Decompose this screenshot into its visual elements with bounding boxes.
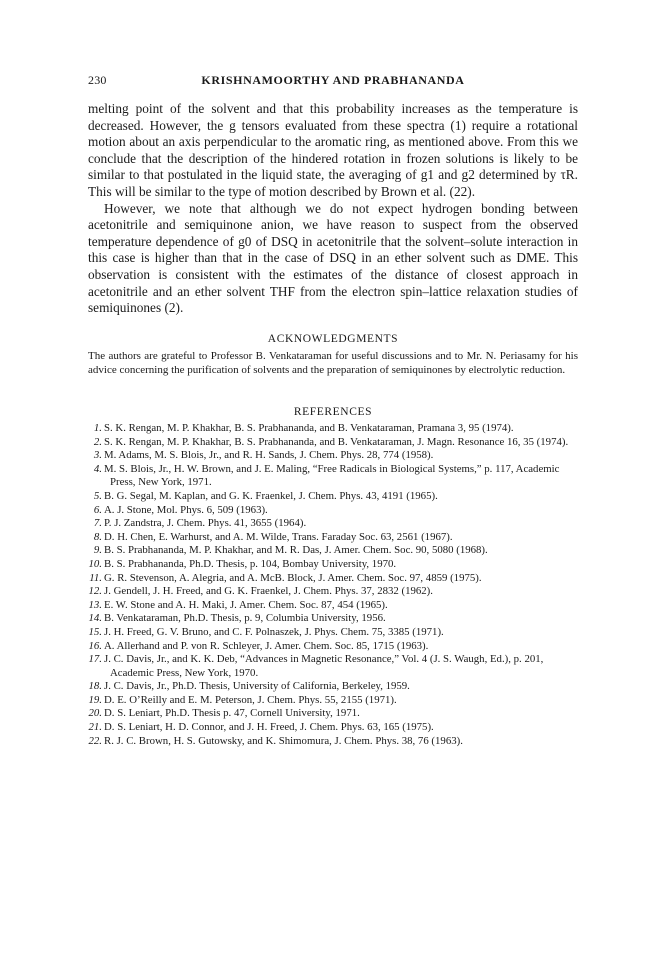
reference-text: S. K. Rengan, M. P. Khakhar, B. S. Prabhananda, and B. Venkataraman, J. Magn. Resonance 16, 35 (1974). [104,435,569,448]
reference-item [88,517,578,531]
reference-text: E. W. Stone and A. H. Maki, J. Amer. Chem. Soc. 87, 454 (1965). [104,598,388,611]
reference-text: D. E. O’Reilly and E. M. Peterson, J. Chem. Phys. 55, 2155 (1971). [104,693,397,706]
page-number: 230 [88,73,107,87]
reference-text: J. H. Freed, G. V. Bruno, and C. F. Polnaszek, J. Phys. Chem. 75, 3385 (1971). [104,625,444,638]
reference-text: J. C. Davis, Jr., Ph.D. Thesis, University of California, Berkeley, 1959. [104,680,410,693]
reference-item [88,599,578,613]
reference-text: A. Allerhand and P. von R. Schleyer, J. Amer. Chem. Soc. 85, 1715 (1963). [104,639,429,652]
reference-number: 20. [88,707,102,720]
reference-number: 12. [88,585,102,598]
reference-item [88,558,578,572]
reference-number: 2. [93,435,102,448]
reference-number: 1. [93,422,102,434]
reference-number: 15. [88,625,102,638]
references-list [88,422,578,748]
reference-number: 18. [88,680,102,693]
reference-item [88,735,578,749]
reference-item [88,707,578,721]
reference-number: 14. [88,612,102,625]
reference-item [88,544,578,558]
body-text [88,101,578,317]
reference-item [88,422,578,436]
reference-text: P. J. Zandstra, J. Chem. Phys. 41, 3655 (1964). [104,517,307,530]
acknowledgments-text: The authors are grateful to Professor B. Venkataraman for useful discussions and to Mr. N. Periasamy for his advice concerning the purification of solvents and the preparation of semiquinones by electrolytic reduction. [88,350,578,376]
reference-item [88,463,578,490]
acknowledgments-heading: ACKNOWLEDGMENTS [267,333,399,345]
reference-number: 17. [88,653,102,666]
reference-number: 3. [93,449,102,462]
reference-number: 6. [93,503,102,516]
reference-number: 8. [93,530,102,543]
reference-item [88,653,578,680]
reference-text: B. G. Segal, M. Kaplan, and G. K. Fraenkel, J. Chem. Phys. 43, 4191 (1965). [104,489,438,502]
reference-item [88,626,578,640]
reference-number: 21. [88,721,102,734]
reference-text: A. J. Stone, Mol. Phys. 6, 509 (1963). [104,503,268,516]
reference-item [88,449,578,463]
reference-item [88,572,578,586]
reference-number: 11. [89,571,102,584]
reference-text: J. C. Davis, Jr., and K. K. Deb, “Advances in Magnetic Resonance,” Vol. 4 (J. S. Waugh, Ed.), p. 201, Academic Press, New York, 1970. [104,653,544,679]
reference-number: 19. [88,693,102,706]
reference-text: D. S. Leniart, Ph.D. Thesis p. 47, Cornell University, 1971. [104,707,360,720]
reference-text: B. S. Prabhananda, M. P. Khakhar, and M. R. Das, J. Amer. Chem. Soc. 90, 5080 (1968). [104,544,488,557]
reference-number: 10. [88,557,102,570]
body-paragraph: However, we note that although we do not expect hydrogen bonding between acetonitrile and semiquinone anion, we have reason to suspect from the observed temperature dependence of g0 of DSQ in acetonitrile that the solvent–solute interaction in this case is higher than that in the case of DSQ in an ether solvent such as DME. This observation is consistent with the estimates of the distance of closest approach in acetonitrile and an ether solvent THF from the electron spin–lattice relaxation studies of semiquinones (2). [88,200,578,316]
reference-item [88,504,578,518]
reference-number: 7. [93,517,102,530]
reference-number: 9. [93,544,102,557]
reference-text: D. H. Chen, E. Warhurst, and A. M. Wilde, Trans. Faraday Soc. 63, 2561 (1967). [104,530,453,543]
reference-item [88,640,578,654]
reference-text: B. Venkataraman, Ph.D. Thesis, p. 9, Columbia University, 1956. [104,612,386,625]
body-paragraph: melting point of the solvent and that this probability increases as the temperature is decreased. However, the g tensors evaluated from these spectra (1) require a rotational motion about an axis perpendicular to the aromatic ring, as mentioned above. From this we conclude that the description of the hindered rotation in frozen solutions is likely to be similar to that postulated in the liquid state, the averaging of g1 and g2 determined by τR. This will be similar to the type of motion described by Brown et al. (22). [88,101,578,199]
reference-text: R. J. C. Brown, H. S. Gutowsky, and K. Shimomura, J. Chem. Phys. 38, 76 (1963). [104,734,463,747]
reference-item [88,436,578,450]
reference-text: D. S. Leniart, H. D. Connor, and J. H. Freed, J. Chem. Phys. 63, 165 (1975). [104,721,434,734]
reference-number: 22. [88,734,102,747]
reference-item [88,585,578,599]
reference-text: S. K. Rengan, M. P. Khakhar, B. S. Prabhananda, and B. Venkataraman, Pramana 3, 95 (1974). [104,422,514,434]
reference-number: 4. [93,462,102,475]
reference-text: M. S. Blois, Jr., H. W. Brown, and J. E. Maling, “Free Radicals in Biological Systems,” p. 117, Academic Press, New York, 1971. [104,462,560,489]
reference-text: J. Gendell, J. H. Freed, and G. K. Fraenkel, J. Chem. Phys. 37, 2832 (1962). [104,585,433,598]
reference-text: G. R. Stevenson, A. Alegria, and A. McB. Block, J. Amer. Chem. Soc. 97, 4859 (1975). [104,571,482,584]
reference-number: 16. [88,639,102,652]
running-head [88,73,578,91]
reference-item [88,721,578,735]
reference-item [88,490,578,504]
reference-text: B. S. Prabhananda, Ph.D. Thesis, p. 104, Bombay University, 1970. [104,557,397,570]
reference-number: 13. [88,598,102,611]
reference-item [88,680,578,694]
reference-text: M. Adams, M. S. Blois, Jr., and R. H. Sands, J. Chem. Phys. 28, 774 (1958). [104,449,434,462]
references-heading: REFERENCES [293,406,373,418]
reference-item [88,531,578,545]
reference-item [88,694,578,708]
running-title: KRISHNAMOORTHY AND PRABHANANDA [201,73,465,87]
reference-item [88,612,578,626]
reference-number: 5. [93,489,102,502]
